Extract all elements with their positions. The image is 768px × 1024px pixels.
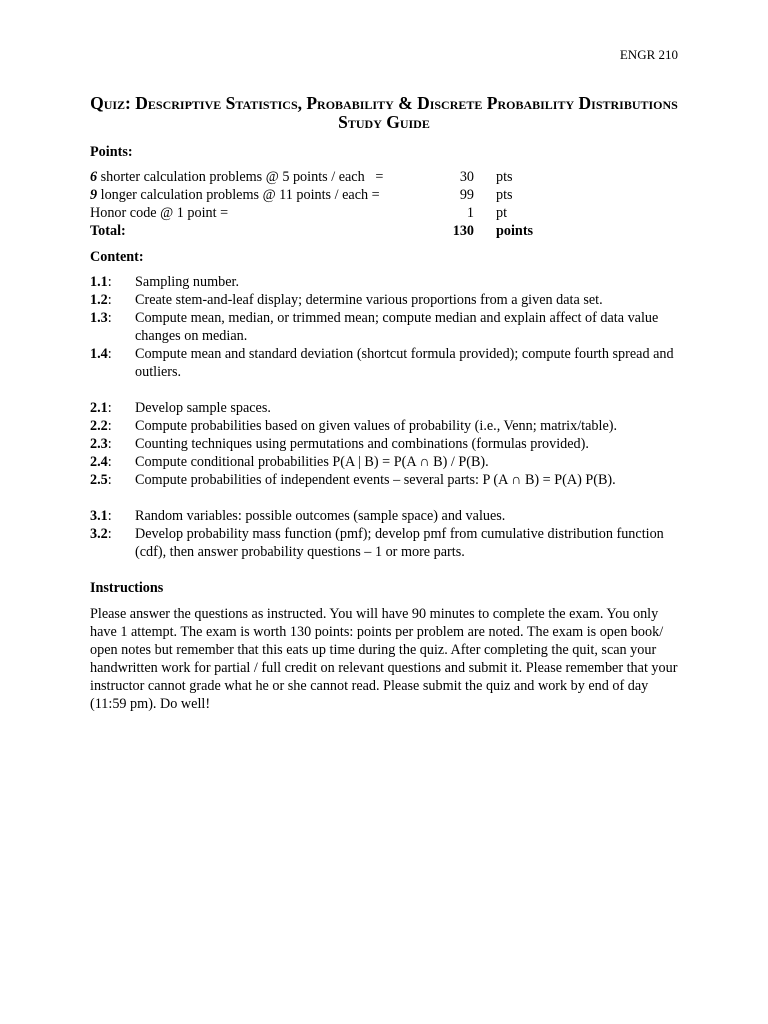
content-item-text: Compute conditional probabilities P(A | B) = P(A ∩ B) / P(B). <box>135 454 489 470</box>
points-row-unit: pts <box>496 187 513 203</box>
content-item: 3.1: Random variables: possible outcomes (sample space) and values. <box>90 508 506 524</box>
points-heading: Points: <box>90 144 133 160</box>
points-row-label: Honor code @ 1 point = <box>90 205 229 221</box>
points-row-label: 9 longer calculation problems @ 11 points / each = <box>90 187 380 203</box>
content-item-text: Counting techniques using permutations and combinations (formulas provided). <box>135 436 589 452</box>
points-row-value: 99 <box>459 187 474 203</box>
content-item-number: 2.5 <box>90 472 108 488</box>
content-item-text: Random variables: possible outcomes (sample space) and values. <box>135 508 506 524</box>
content-item-text: Sampling number. <box>135 274 240 290</box>
points-total-label: Total: <box>90 223 126 239</box>
instructions-heading: Instructions <box>90 580 164 596</box>
content-item: 1.4: Compute mean and standard deviation (shortcut formula provided); compute fourth spread and outliers. <box>90 346 674 380</box>
content-item-text: Compute mean and standard deviation (shortcut formula provided); compute fourth spread and outliers. <box>135 346 674 380</box>
group-spacer <box>90 489 690 507</box>
points-row-value: 1 <box>466 205 474 221</box>
content-item: 2.5: Compute probabilities of independent events – several parts: P (A ∩ B) = P(A) P(B). <box>90 472 616 488</box>
content-item-text: Compute probabilities of independent events – several parts: P (A ∩ B) = P(A) P(B). <box>135 472 616 488</box>
points-row-label: 6 shorter calculation problems @ 5 points / each = <box>90 169 384 185</box>
content-item-number: 2.1 <box>90 400 108 416</box>
content-item: 1.3: Compute mean, median, or trimmed mean; compute median and explain affect of data value changes on median. <box>90 310 659 344</box>
course-code: ENGR 210 <box>619 47 678 62</box>
content-heading: Content: <box>90 249 144 265</box>
content-item: 2.4: Compute conditional probabilities P(A | B) = P(A ∩ B) / P(B). <box>90 454 489 470</box>
content-item: 1.2: Create stem-and-leaf display; determine various proportions from a given data set. <box>90 292 603 308</box>
content-item-text: Create stem-and-leaf display; determine various proportions from a given data set. <box>135 292 603 308</box>
content-item-number: 2.2 <box>90 418 108 434</box>
content-item-number: 3.1 <box>90 508 108 524</box>
points-table <box>90 168 650 240</box>
points-row <box>90 186 650 204</box>
document-title: Quiz: Descriptive Statistics, Probability & Discrete Probability Distributions Study Guide <box>90 93 678 132</box>
content-item: 2.3: Counting techniques using permutations and combinations (formulas provided). <box>90 436 589 452</box>
points-total-value: 130 <box>452 223 474 239</box>
content-item-number: 1.4 <box>90 346 108 362</box>
content-item-number: 1.2 <box>90 292 108 308</box>
points-row-unit: pts <box>496 169 513 185</box>
content-item-text: Develop sample spaces. <box>135 400 271 416</box>
points-total-unit: points <box>496 223 534 239</box>
points-row <box>90 168 650 186</box>
content-item: 2.1: Develop sample spaces. <box>90 400 271 416</box>
content-item: 1.1: Sampling number. <box>90 274 240 290</box>
content-item-text: Develop probability mass function (pmf); develop pmf from cumulative distribution function (cdf), then answer probability questions – 1 or more parts. <box>135 526 664 560</box>
points-row-value: 30 <box>459 169 474 185</box>
instructions-paragraph: Please answer the questions as instructed. You will have 90 minutes to complete the exam. You only have 1 attempt. The exam is worth 130 points: points per problem are noted. The exam is open book/ open notes but remember that this eats up time during the quiz. After completing the quit, scan your handwritten work for partial / full credit on relevant questions and submit it. Please remember that your instructor cannot grade what he or she cannot read. Please submit the quiz and work by end of day (11:59 pm). Do well! <box>90 606 678 712</box>
content-item-number: 1.1 <box>90 274 108 290</box>
content-item-text: Compute probabilities based on given values of probability (i.e., Venn; matrix/table). <box>135 418 618 434</box>
content-list <box>90 273 690 561</box>
content-item: 2.2: Compute probabilities based on given values of probability (i.e., Venn; matrix/table). <box>90 418 618 434</box>
points-row-unit: pt <box>496 205 508 221</box>
points-total-row <box>90 222 650 240</box>
content-item-number: 2.3 <box>90 436 108 452</box>
group-spacer <box>90 381 690 399</box>
content-item-text: Compute mean, median, or trimmed mean; compute median and explain affect of data value changes on median. <box>135 310 659 344</box>
content-item-number: 2.4 <box>90 454 108 470</box>
content-item-number: 1.3 <box>90 310 108 326</box>
points-row <box>90 204 650 222</box>
content-item-number: 3.2 <box>90 526 108 542</box>
content-item: 3.2: Develop probability mass function (pmf); develop pmf from cumulative distribution function (cdf), then answer probability questions – 1 or more parts. <box>90 526 664 560</box>
